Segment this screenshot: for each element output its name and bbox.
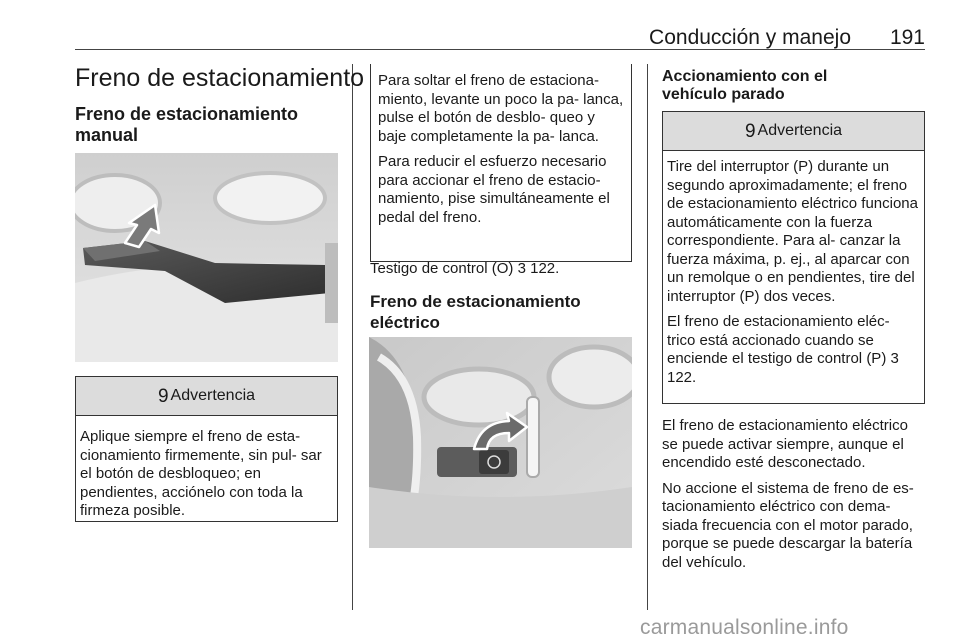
warning-title: Advertencia xyxy=(757,122,843,139)
warning-triangle-icon: 9 xyxy=(744,120,756,142)
release-instructions: Para soltar el freno de estaciona- miento, levante un poco la pa- lanca, pulse el botón de desblo- queo y baje completamente la pa- lanca. xyxy=(378,72,624,145)
page-reference[interactable]: 122. xyxy=(530,260,560,277)
vehicle-stopped-body xyxy=(662,417,926,579)
warning-paragraph-2 xyxy=(667,313,920,387)
indicator-text: Testigo de control xyxy=(370,260,488,277)
manual-parking-brake-photo xyxy=(75,153,338,362)
warning-text-1c: dos veces. xyxy=(763,287,836,305)
handbrake-lever-illustration xyxy=(75,153,338,362)
watermark: carmanualsonline.info xyxy=(640,616,849,639)
warning-triangle-icon: 9 xyxy=(157,385,169,407)
header-rule xyxy=(75,49,925,50)
column-divider-1 xyxy=(352,64,353,610)
epb-switch-icon: (P) xyxy=(866,350,887,367)
manual-brake-heading: Freno de estacionamiento manual xyxy=(75,104,299,145)
epb-switch-icon: (P) xyxy=(793,158,814,175)
page-number: 191 xyxy=(889,26,925,49)
chapter-heading: Freno de estacionamiento xyxy=(75,64,365,92)
page-reference-icon: 3 xyxy=(517,260,526,277)
manual-brake-warning xyxy=(75,376,338,522)
battery-caution-paragraph: No accione el sistema de freno de es- tacionamiento eléctrico con dema- siada frecuencia con el motor parado, porque se puede descargar la batería del vehículo. xyxy=(662,479,914,571)
warning-text-2a: El freno de estacionamiento eléc- trico está accionado cuando se enciende el testigo de control xyxy=(667,313,890,367)
electric-parking-brake-photo xyxy=(369,337,632,548)
epb-switch-illustration xyxy=(369,337,632,548)
section-title: Conducción y manejo xyxy=(649,26,851,49)
release-instructions-box xyxy=(370,64,632,262)
warning-header xyxy=(76,376,337,416)
warning-paragraph-1 xyxy=(667,158,920,306)
warning-header xyxy=(663,111,924,151)
epb-switch-icon: (P) xyxy=(739,287,760,305)
warning-text-1b: durante un segundo aproximadamente; el freno de estacionamiento eléctrico funciona automáticamente con la fuerza correspondiente. Para al- canzar la fuerza máxima, p. ej., al aparcar con un remolque o en pendientes, tire del interruptor xyxy=(667,158,918,305)
vehicle-stopped-warning xyxy=(662,111,925,404)
electric-brake-heading: Freno de estacionamiento eléctrico xyxy=(370,292,581,332)
warning-title: Advertencia xyxy=(170,387,256,404)
vehicle-stopped-heading: Accionamiento con el vehículo parado xyxy=(662,68,828,103)
brake-warning-light-icon: (O) xyxy=(491,260,514,277)
page-header xyxy=(75,22,925,50)
reduce-effort-note: Para reducir el esfuerzo necesario para accionar el freno de estacio- namiento, pise simultáneamente el pedal del freno. xyxy=(378,153,610,226)
warning-text: Aplique siempre el freno de esta- cionamiento firmemente, sin pul- sar el botón de desbloqueo; en pendientes, acciónelo con toda la firmeza posible. xyxy=(80,428,322,519)
page-reference[interactable]: 122. xyxy=(667,368,697,386)
page-reference-icon: 3 xyxy=(890,350,899,367)
activation-paragraph: El freno de estacionamiento eléctrico se puede activar siempre, aunque el encendido esté desconectado. xyxy=(662,417,908,471)
indicator-line xyxy=(370,260,632,279)
column-divider-2 xyxy=(647,64,648,610)
warning-text-1a: Tire del interruptor xyxy=(667,158,789,175)
